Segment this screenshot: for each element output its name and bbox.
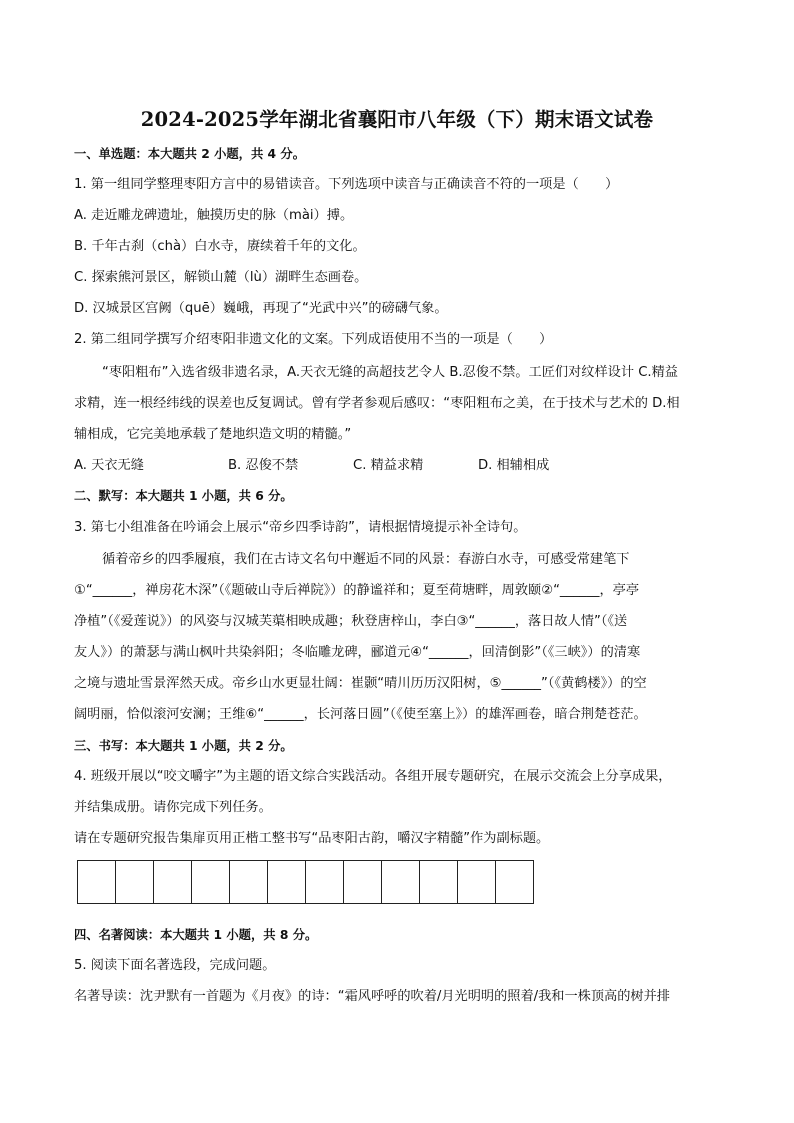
writing-cell[interactable] [458,861,496,903]
writing-cell[interactable] [116,861,154,903]
question-2-stem: 2. 第二组同学撰写介绍枣阳非遗文化的文案。下列成语使用不当的一项是（ ） [74,332,553,347]
question-1-option-b: B. 千年古刹（chà）白水寺，赓续着千年的文化。 [74,239,366,254]
question-3-passage-line: 友人》）的萧瑟与满山枫叶共染斜阳；冬临雕龙碑，郦道元④“______，回清倒影”（《三峡》）的清寒 [74,645,641,660]
question-2-passage-line: 辅相成，它完美地承载了楚地织造文明的精髓。” [74,427,352,442]
section-heading-dictation: 二、默写：本大题共 1 小题，共 6 分。 [74,489,293,503]
writing-cell[interactable] [78,861,116,903]
writing-cell[interactable] [420,861,458,903]
question-1-option-d: D. 汉城景区宫阙（quē）巍峨，再现了“光武中兴”的磅礴气象。 [74,301,448,316]
section-heading-writing: 三、书写：本大题共 1 小题，共 2 分。 [74,739,293,753]
question-2-option-b: B. 忍俊不禁 [228,458,299,473]
question-2-option-c: C. 精益求精 [353,458,424,473]
question-5-guide-line: 名著导读：沈尹默有一首题为《月夜》的诗：“霜风呼呼的吹着/月光明明的照着/我和一株顶高的树并排 [74,989,670,1004]
question-5-stem: 5. 阅读下面名著选段，完成问题。 [74,958,276,973]
question-3-passage-line: ①“______，禅房花木深”（《题破山寺后禅院》）的静谧祥和；夏至荷塘畔，周敦颐②“______，亭亭 [74,583,640,598]
question-4-line: 并结集成册。请你完成下列任务。 [74,800,272,815]
writing-cell[interactable] [344,861,382,903]
writing-cell[interactable] [382,861,420,903]
exam-title: 2024-2025学年湖北省襄阳市八年级（下）期末语文试卷 [140,108,654,131]
question-3-stem: 3. 第七小组准备在吟诵会上展示“帝乡四季诗韵”，请根据情境提示补全诗句。 [74,520,527,535]
question-3-passage-line: 之境与遗址雪景浑然天成。帝乡山水更显壮阔：崔颢“晴川历历汉阳树，⑤______”（《黄鹤楼》）的空 [74,676,647,691]
question-4-task: 请在专题研究报告集扉页用正楷工整书写“品枣阳古韵，嚼汉字精髓”作为副标题。 [74,831,550,846]
question-1-option-a: A. 走近雕龙碑遗址，触摸历史的脉（mài）搏。 [74,208,354,223]
writing-cell[interactable] [230,861,268,903]
section-heading-single-choice: 一、单选题：本大题共 2 小题，共 4 分。 [74,147,305,161]
writing-cell[interactable] [192,861,230,903]
question-1-stem: 1. 第一组同学整理枣阳方言中的易错读音。下列选项中读音与正确读音不符的一项是（ ） [74,177,619,192]
question-3-passage-line: 循着帝乡的四季履痕，我们在古诗文名句中邂逅不同的风景：春游白水寺，可感受常建笔下 [102,552,630,567]
writing-cell[interactable] [496,861,534,903]
question-3-passage-line: 净植”（《爱莲说》）的风姿与汉城芙蕖相映成趣；秋登唐梓山，李白③“______，落日故人情”（《送 [74,614,628,629]
question-2-option-d: D. 相辅相成 [478,458,550,473]
question-4-line: 4. 班级开展以“咬文嚼字”为主题的语文综合实践活动。各组开展专题研究，在展示交流会上分享成果， [74,769,672,784]
question-2-passage-line: 求精，连一根经纬线的误差也反复调试。曾有学者参观后感叹：“枣阳粗布之美，在于技术与艺术的 D.相 [74,396,680,411]
question-2-passage-line: “枣阳粗布”入选省级非遗名录，A.天衣无缝的高超技艺令人 B.忍俊不禁。工匠们对纹样设计 C.精益 [102,365,678,380]
writing-cell[interactable] [154,861,192,903]
section-heading-classics-reading: 四、名著阅读：本大题共 1 小题，共 8 分。 [74,928,318,942]
writing-cell[interactable] [306,861,344,903]
question-2-option-a: A. 天衣无缝 [74,458,144,473]
writing-cell[interactable] [268,861,306,903]
question-3-passage-line: 阔明丽，恰似滚河安澜；王维⑥“______，长河落日圆”（《使至塞上》）的雄浑画卷，暗合荆楚苍茫。 [74,707,647,722]
writing-grid [77,860,534,904]
question-1-option-c: C. 探索熊河景区，解锁山麓（lù）湖畔生态画卷。 [74,270,368,285]
